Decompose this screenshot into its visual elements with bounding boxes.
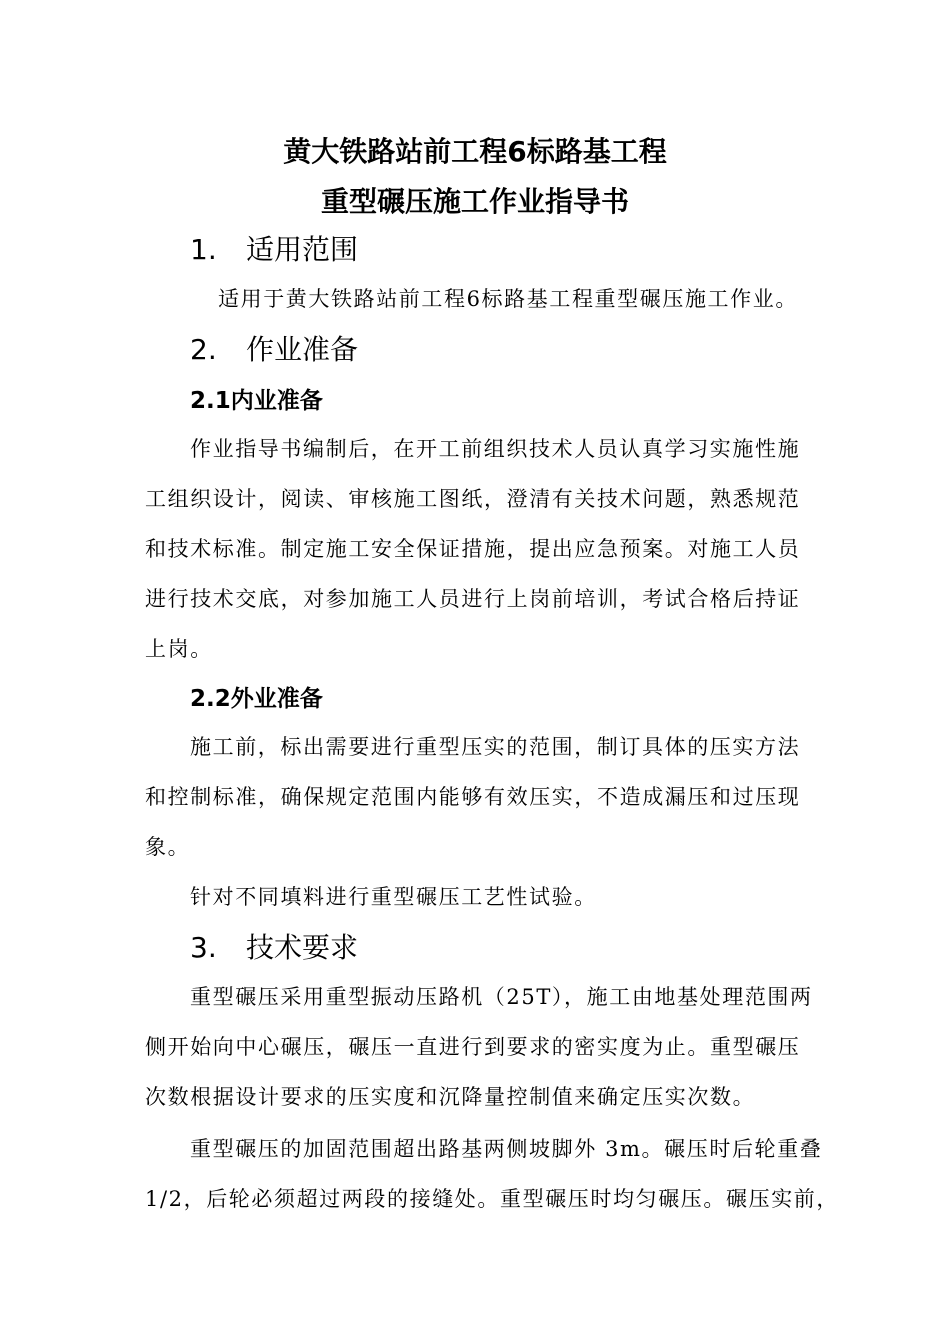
paragraph-line: 1/2，后轮必须超过两段的接缝处。重型碾压时均匀碾压。碾压实前， [145, 1187, 839, 1211]
document-title-line-2: 重型碾压施工作业指导书 [320, 185, 629, 218]
section-number: 2. [190, 333, 217, 366]
subsection-2-2-heading: 2.2外业准备 [190, 686, 323, 712]
section-title: 技术要求 [246, 931, 359, 964]
paragraph-line: 侧开始向中心碾压，碾压一直进行到要求的密实度为止。重型碾压 [145, 1035, 801, 1059]
section-3-heading [190, 928, 358, 968]
paragraph-line: 和控制标准，确保规定范围内能够有效压实，不造成漏压和过压现 [145, 785, 801, 809]
paragraph-line: 重型碾压采用重型振动压路机（25T），施工由地基处理范围两 [190, 985, 813, 1009]
section-1-heading [190, 230, 358, 270]
paragraph-line: 象。 [145, 835, 191, 859]
paragraph-line: 适用于黄大铁路站前工程6标路基工程重型碾压施工作业。 [218, 287, 798, 311]
section-title: 作业准备 [246, 333, 359, 366]
subsection-2-1-heading: 2.1内业准备 [190, 388, 323, 414]
paragraph-line: 针对不同填料进行重型碾压工艺性试验。 [190, 885, 597, 909]
paragraph-line: 和技术标准。制定施工安全保证措施，提出应急预案。对施工人员 [145, 537, 801, 561]
section-number: 3. [190, 931, 217, 964]
paragraph-line: 次数根据设计要求的压实度和沉降量控制值来确定压实次数。 [145, 1085, 756, 1109]
paragraph-line: 工组织设计，阅读、审核施工图纸，澄清有关技术问题，熟悉规范 [145, 487, 801, 511]
paragraph-line: 进行技术交底，对参加施工人员进行上岗前培训，考试合格后持证 [145, 587, 801, 611]
section-2-heading [190, 330, 358, 370]
section-title: 适用范围 [246, 233, 359, 266]
paragraph-line: 作业指导书编制后，在开工前组织技术人员认真学习实施性施 [190, 437, 801, 461]
section-number: 1. [190, 233, 217, 266]
paragraph-line: 上岗。 [145, 637, 213, 661]
paragraph-line: 重型碾压的加固范围超出路基两侧坡脚外 3m。碾压时后轮重叠 [190, 1137, 823, 1161]
document-title-line-1: 黄大铁路站前工程6标路基工程 [283, 135, 667, 168]
paragraph-line: 施工前，标出需要进行重型压实的范围，制订具体的压实方法 [190, 735, 801, 759]
